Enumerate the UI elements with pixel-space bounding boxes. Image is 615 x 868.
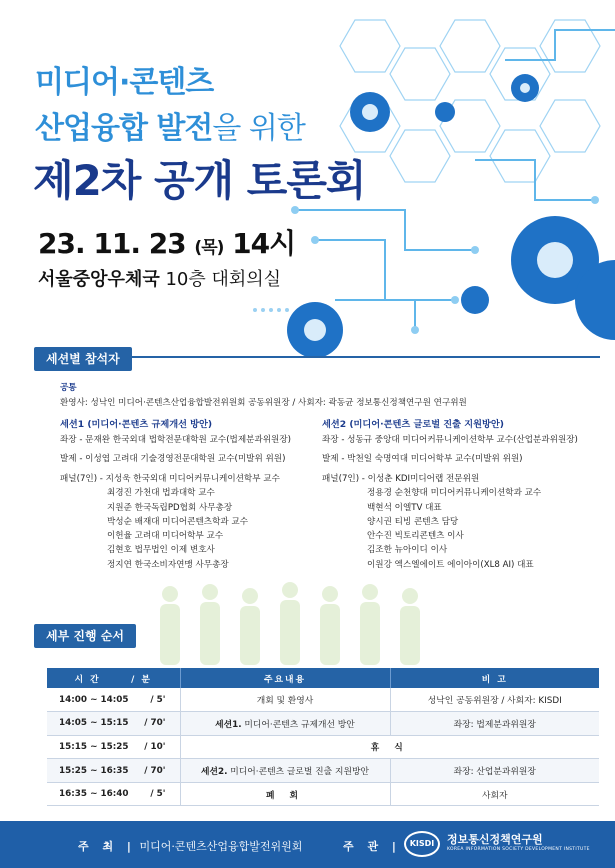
organizer-name-en: KOREA INFORMATION SOCIETY DEVELOPMENT INSTITUTE <box>447 847 590 852</box>
list-item: 정용경 순천향대 미디어커뮤니케이션학과 교수 <box>367 488 542 499</box>
host-name: 미디어·콘텐츠산업융합발전위원회 <box>139 840 303 853</box>
table-row <box>47 712 599 736</box>
venue-name: 서울중앙우체국 <box>38 269 160 290</box>
session1-chair: 좌장 - 문재완 한국외대 법학전문대학원 교수(법제분과위원장) <box>60 435 292 445</box>
row-time: 15:15 ~ 15:25 / 10' <box>47 735 180 759</box>
event-date <box>38 222 295 262</box>
list-item: 최경진 가천대 법과대학 교수 <box>107 488 215 499</box>
column-header-time: 시 간 / 분 <box>47 668 180 688</box>
row-time: 15:25 ~ 16:35 / 70' <box>47 759 180 783</box>
list-item: 패널(7인) - 이성춘 KDI미디어랩 전문위원 <box>322 474 480 484</box>
footer <box>0 821 615 868</box>
list-item: 김현호 법무법인 이제 변호사 <box>107 545 215 556</box>
row-note: 좌장: 법제분과위원장 <box>390 712 599 736</box>
kisdi-logo-icon: KISDI <box>404 831 440 857</box>
row-content: 휴 식 <box>180 735 599 759</box>
row-time: 16:35 ~ 16:40 / 5' <box>47 782 180 806</box>
table-row <box>47 782 599 806</box>
attendees-section-label: 세션별 참석자 <box>34 347 132 371</box>
column-header-content: 주요내용 <box>180 668 390 688</box>
list-item: 이헌율 고려대 미디어학부 교수 <box>107 531 224 542</box>
list-item: 양시권 티빙 콘텐츠 담당 <box>367 516 459 527</box>
row-note: 사회자 <box>390 782 599 806</box>
list-item: 김조한 뉴아이디 이사 <box>367 545 448 556</box>
people-silhouette-illustration <box>140 580 440 665</box>
list-item: 박성순 배재대 미디어콘텐츠학과 교수 <box>107 516 249 527</box>
organizer-name: 정보통신정책연구원 <box>447 833 543 846</box>
list-item: 안수진 빅토리콘텐츠 이사 <box>367 531 464 542</box>
event-venue <box>38 265 281 291</box>
row-time: 14:05 ~ 15:15 / 70' <box>47 712 180 736</box>
venue-room: 10층 대회의실 <box>159 269 282 290</box>
session1-panel-list <box>60 472 280 572</box>
headline-line2-light: 을 위한 <box>212 111 305 146</box>
row-note: 성낙인 공동위원장 / 사회자: KISDI <box>390 688 599 712</box>
row-content: 폐 회 <box>180 782 390 806</box>
list-item: 지원준 한국독립PD협회 사무총장 <box>107 502 233 513</box>
list-item: 백현석 이엘TV 대표 <box>367 502 442 513</box>
table-row <box>47 759 599 783</box>
session2-presenter: 발제 - 박천일 숙명여대 미디어학부 교수(미발위 위원) <box>322 454 523 464</box>
headline-line1: 미디어·콘텐츠 <box>35 65 214 100</box>
organizer-label: 주 관 | <box>343 840 401 853</box>
list-item: 이원강 엑스엘에이트 에이아이(XL8 AI) 대표 <box>367 559 534 570</box>
list-item: 정지연 한국소비자연맹 사무총장 <box>107 559 229 570</box>
event-time: 14시 <box>232 227 296 260</box>
row-time: 14:00 ~ 14:05 / 5' <box>47 688 180 712</box>
session2-panel-list <box>322 472 541 572</box>
table-row <box>47 688 599 712</box>
list-item: 패널(7인) - 지성욱 한국외대 미디어커뮤니케이션학부 교수 <box>60 474 280 484</box>
common-title: 공통 <box>60 383 77 393</box>
table-header-row <box>47 668 599 688</box>
schedule-section-label: 세부 진행 순서 <box>34 624 136 648</box>
session2-chair: 좌장 - 성동규 중앙대 미디어커뮤니케이션학부 교수(산업분과위원장) <box>322 435 578 445</box>
host-label: 주 최 | <box>78 840 136 853</box>
session1-title: 세션1 (미디어·콘텐츠 규제개선 방안) <box>60 419 213 430</box>
event-weekday: (목) <box>194 238 224 258</box>
common-line: 환영사: 성낙인 미디어·콘텐츠산업융합발전위원회 공동위원장 / 사회자: 곽동균 정보통신정책연구원 연구위원 <box>60 398 467 408</box>
headline-line2-bold: 산업융합 발전 <box>35 111 213 146</box>
row-content: 세션1. 미디어·콘텐츠 규제개선 방안 <box>180 712 390 736</box>
page-title: 제2차 공개 토론회 <box>33 156 366 205</box>
row-content: 세션2. 미디어·콘텐츠 글로벌 진출 지원방안 <box>180 759 390 783</box>
schedule-table <box>47 668 599 806</box>
table-row <box>47 735 599 759</box>
event-date-value: 23. 11. 23 <box>38 227 186 260</box>
session2-title: 세션2 (미디어·콘텐츠 글로벌 진출 지원방안) <box>322 419 504 430</box>
row-note: 좌장: 산업분과위원장 <box>390 759 599 783</box>
host-info <box>78 838 302 854</box>
row-content: 개회 및 환영사 <box>180 688 390 712</box>
column-header-note: 비 고 <box>390 668 599 688</box>
headline-line2 <box>35 103 305 147</box>
session1-presenter: 발제 - 이성엽 고려대 기술경영전문대학원 교수(미발위 위원) <box>60 454 286 464</box>
